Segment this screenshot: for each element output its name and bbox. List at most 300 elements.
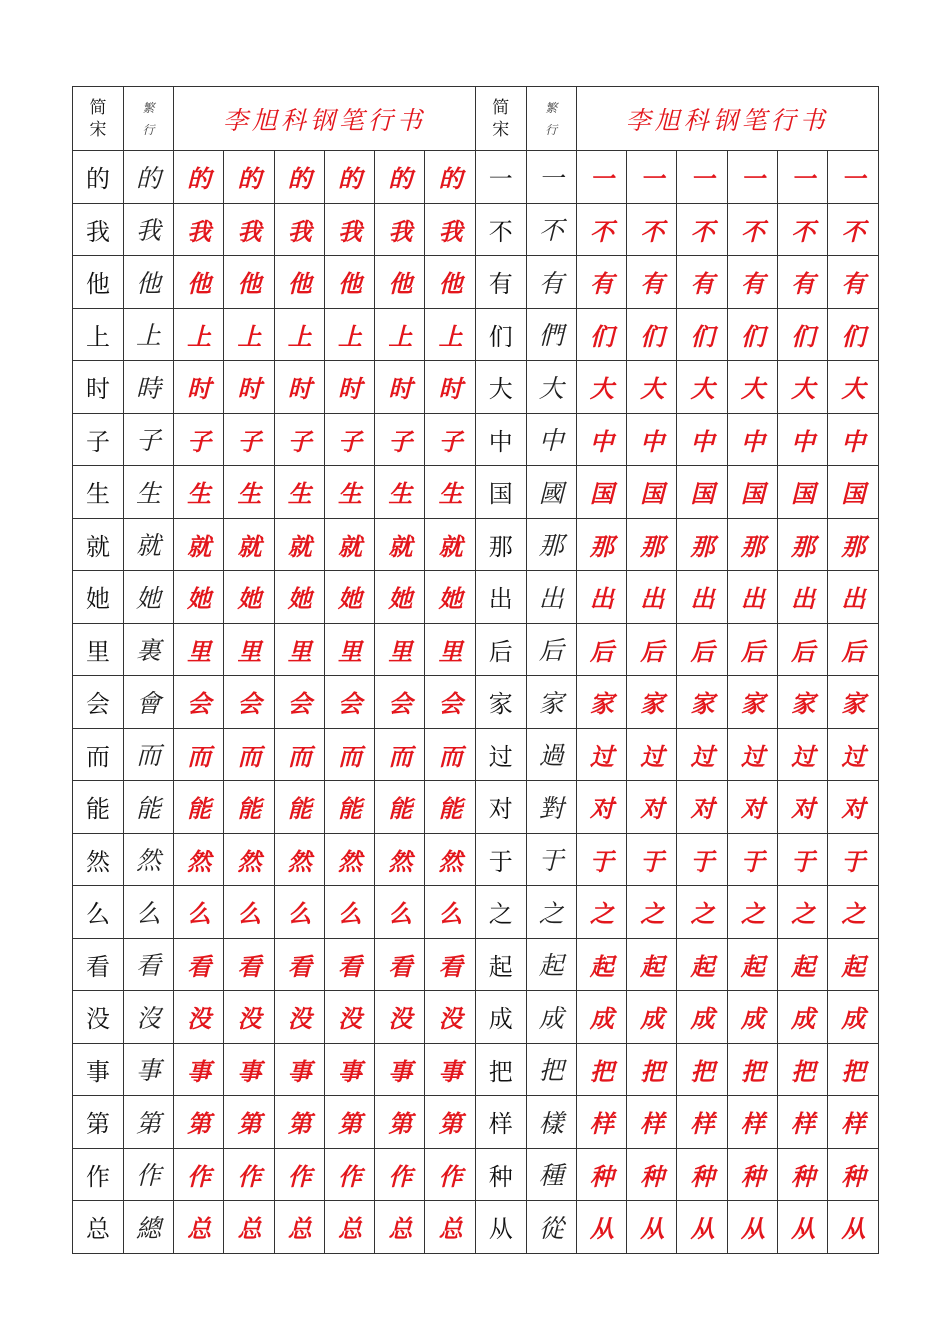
left-traditional-char: 上 <box>124 308 174 361</box>
right-practice-sample: 出 <box>627 571 677 624</box>
right-practice-sample: 于 <box>828 833 878 886</box>
left-practice-sample: 他 <box>174 256 224 309</box>
trad-header-left: 繁 行 <box>124 87 174 151</box>
right-practice-sample: 过 <box>828 728 878 781</box>
right-practice-sample: 家 <box>576 676 626 729</box>
right-practice-sample: 出 <box>828 571 878 624</box>
left-practice-sample: 的 <box>375 151 425 204</box>
trad-header-right: 繁 行 <box>526 87 576 151</box>
left-practice-sample: 里 <box>324 623 374 676</box>
right-practice-sample: 样 <box>828 1096 878 1149</box>
table-row <box>73 466 879 519</box>
right-traditional-char: 過 <box>526 728 576 781</box>
right-practice-sample: 一 <box>828 151 878 204</box>
right-practice-sample: 把 <box>677 1043 727 1096</box>
left-practice-sample: 就 <box>274 518 324 571</box>
left-practice-sample: 没 <box>274 991 324 1044</box>
right-practice-sample: 对 <box>777 781 827 834</box>
left-practice-sample: 么 <box>425 886 475 939</box>
left-practice-sample: 事 <box>224 1043 274 1096</box>
right-practice-sample: 把 <box>777 1043 827 1096</box>
calligraphy-practice-table <box>72 86 879 1254</box>
right-traditional-char: 成 <box>526 991 576 1044</box>
left-practice-sample: 里 <box>224 623 274 676</box>
left-practice-sample: 没 <box>324 991 374 1044</box>
title-header-left <box>174 87 476 151</box>
title-left: 李旭科钢笔行书 <box>222 105 426 135</box>
table-row <box>73 623 879 676</box>
right-practice-sample: 有 <box>727 256 777 309</box>
right-practice-sample: 于 <box>777 833 827 886</box>
table-row <box>73 676 879 729</box>
title-header-right <box>576 87 878 151</box>
right-practice-sample: 之 <box>727 886 777 939</box>
left-practice-sample: 事 <box>274 1043 324 1096</box>
right-practice-sample: 样 <box>727 1096 777 1149</box>
right-practice-sample: 出 <box>576 571 626 624</box>
right-traditional-char: 樣 <box>526 1096 576 1149</box>
left-practice-sample: 里 <box>375 623 425 676</box>
left-traditional-char: 他 <box>124 256 174 309</box>
left-practice-sample: 然 <box>224 833 274 886</box>
right-simplified-char: 过 <box>475 728 526 781</box>
right-traditional-char: 家 <box>526 676 576 729</box>
right-traditional-char: 之 <box>526 886 576 939</box>
table-row <box>73 308 879 361</box>
right-traditional-char: 對 <box>526 781 576 834</box>
right-practice-sample: 起 <box>627 938 677 991</box>
right-simplified-char: 有 <box>475 256 526 309</box>
right-practice-sample: 起 <box>677 938 727 991</box>
left-practice-sample: 总 <box>174 1201 224 1254</box>
right-simplified-char: 出 <box>475 571 526 624</box>
right-practice-sample: 从 <box>677 1201 727 1254</box>
right-practice-sample: 不 <box>576 203 626 256</box>
right-practice-sample: 出 <box>677 571 727 624</box>
left-practice-sample: 作 <box>324 1148 374 1201</box>
left-practice-sample: 的 <box>174 151 224 204</box>
left-simplified-char: 就 <box>73 518 124 571</box>
left-traditional-char: 能 <box>124 781 174 834</box>
left-practice-sample: 的 <box>274 151 324 204</box>
right-practice-sample: 成 <box>777 991 827 1044</box>
right-practice-sample: 不 <box>627 203 677 256</box>
right-practice-sample: 样 <box>627 1096 677 1149</box>
left-traditional-char: 然 <box>124 833 174 886</box>
right-practice-sample: 大 <box>828 361 878 414</box>
left-practice-sample: 时 <box>224 361 274 414</box>
right-practice-sample: 国 <box>727 466 777 519</box>
right-practice-sample: 从 <box>727 1201 777 1254</box>
right-practice-sample: 那 <box>727 518 777 571</box>
right-practice-sample: 后 <box>727 623 777 676</box>
right-traditional-char: 后 <box>526 623 576 676</box>
left-practice-sample: 么 <box>375 886 425 939</box>
left-practice-sample: 事 <box>425 1043 475 1096</box>
right-practice-sample: 国 <box>828 466 878 519</box>
left-practice-sample: 时 <box>174 361 224 414</box>
right-practice-sample: 们 <box>727 308 777 361</box>
right-simplified-char: 中 <box>475 413 526 466</box>
left-simplified-char: 么 <box>73 886 124 939</box>
table-row <box>73 781 879 834</box>
right-practice-sample: 家 <box>727 676 777 729</box>
left-practice-sample: 能 <box>224 781 274 834</box>
right-practice-sample: 对 <box>627 781 677 834</box>
right-practice-sample: 从 <box>576 1201 626 1254</box>
left-practice-sample: 时 <box>274 361 324 414</box>
left-practice-sample: 我 <box>224 203 274 256</box>
right-practice-sample: 大 <box>777 361 827 414</box>
left-practice-sample: 第 <box>174 1096 224 1149</box>
left-practice-sample: 我 <box>174 203 224 256</box>
left-traditional-char: 她 <box>124 571 174 624</box>
left-traditional-char: 我 <box>124 203 174 256</box>
left-practice-sample: 她 <box>425 571 475 624</box>
left-practice-sample: 事 <box>174 1043 224 1096</box>
right-practice-sample: 一 <box>727 151 777 204</box>
right-practice-sample: 于 <box>576 833 626 886</box>
left-practice-sample: 上 <box>375 308 425 361</box>
left-practice-sample: 第 <box>375 1096 425 1149</box>
right-practice-sample: 成 <box>828 991 878 1044</box>
left-simplified-char: 上 <box>73 308 124 361</box>
left-practice-sample: 第 <box>274 1096 324 1149</box>
left-practice-sample: 总 <box>375 1201 425 1254</box>
left-practice-sample: 作 <box>224 1148 274 1201</box>
left-simplified-char: 看 <box>73 938 124 991</box>
right-practice-sample: 把 <box>576 1043 626 1096</box>
left-practice-sample: 没 <box>224 991 274 1044</box>
right-practice-sample: 中 <box>727 413 777 466</box>
left-practice-sample: 能 <box>174 781 224 834</box>
left-practice-sample: 总 <box>425 1201 475 1254</box>
right-practice-sample: 于 <box>677 833 727 886</box>
right-practice-sample: 把 <box>828 1043 878 1096</box>
right-practice-sample: 那 <box>627 518 677 571</box>
right-simplified-char: 样 <box>475 1096 526 1149</box>
left-practice-sample: 看 <box>174 938 224 991</box>
left-simplified-char: 作 <box>73 1148 124 1201</box>
left-practice-sample: 看 <box>375 938 425 991</box>
left-practice-sample: 看 <box>324 938 374 991</box>
simp-header-left: 简 宋 <box>73 87 124 151</box>
right-practice-sample: 国 <box>627 466 677 519</box>
left-practice-sample: 然 <box>324 833 374 886</box>
left-practice-sample: 看 <box>274 938 324 991</box>
left-practice-sample: 她 <box>375 571 425 624</box>
right-practice-sample: 后 <box>627 623 677 676</box>
left-practice-sample: 上 <box>224 308 274 361</box>
left-practice-sample: 子 <box>324 413 374 466</box>
right-practice-sample: 对 <box>828 781 878 834</box>
left-practice-sample: 他 <box>324 256 374 309</box>
left-practice-sample: 而 <box>174 728 224 781</box>
right-practice-sample: 国 <box>677 466 727 519</box>
table-row <box>73 518 879 571</box>
left-practice-sample: 而 <box>224 728 274 781</box>
left-practice-sample: 会 <box>425 676 475 729</box>
right-practice-sample: 过 <box>627 728 677 781</box>
right-practice-sample: 有 <box>777 256 827 309</box>
table-row <box>73 571 879 624</box>
right-practice-sample: 有 <box>576 256 626 309</box>
right-practice-sample: 于 <box>627 833 677 886</box>
left-practice-sample: 然 <box>425 833 475 886</box>
left-practice-sample: 而 <box>274 728 324 781</box>
left-practice-sample: 生 <box>274 466 324 519</box>
right-traditional-char: 大 <box>526 361 576 414</box>
right-practice-sample: 有 <box>627 256 677 309</box>
left-practice-sample: 总 <box>324 1201 374 1254</box>
left-traditional-char: 的 <box>124 151 174 204</box>
right-simplified-char: 对 <box>475 781 526 834</box>
left-simplified-char: 没 <box>73 991 124 1044</box>
left-practice-sample: 里 <box>425 623 475 676</box>
left-practice-sample: 生 <box>375 466 425 519</box>
right-practice-sample: 家 <box>828 676 878 729</box>
left-practice-sample: 会 <box>274 676 324 729</box>
left-practice-sample: 看 <box>425 938 475 991</box>
right-practice-sample: 把 <box>727 1043 777 1096</box>
right-practice-sample: 一 <box>777 151 827 204</box>
right-practice-sample: 家 <box>627 676 677 729</box>
left-simplified-char: 里 <box>73 623 124 676</box>
right-practice-sample: 之 <box>576 886 626 939</box>
right-practice-sample: 大 <box>627 361 677 414</box>
left-practice-sample: 生 <box>224 466 274 519</box>
right-practice-sample: 种 <box>677 1148 727 1201</box>
left-traditional-char: 事 <box>124 1043 174 1096</box>
left-practice-sample: 我 <box>425 203 475 256</box>
left-simplified-char: 事 <box>73 1043 124 1096</box>
table-row <box>73 151 879 204</box>
right-simplified-char: 们 <box>475 308 526 361</box>
left-practice-sample: 作 <box>174 1148 224 1201</box>
right-practice-sample: 们 <box>828 308 878 361</box>
right-practice-sample: 不 <box>727 203 777 256</box>
left-practice-sample: 作 <box>425 1148 475 1201</box>
right-simplified-char: 从 <box>475 1201 526 1254</box>
right-practice-sample: 一 <box>576 151 626 204</box>
left-practice-sample: 子 <box>274 413 324 466</box>
right-practice-sample: 成 <box>576 991 626 1044</box>
left-simplified-char: 会 <box>73 676 124 729</box>
left-practice-sample: 事 <box>375 1043 425 1096</box>
left-practice-sample: 就 <box>174 518 224 571</box>
left-practice-sample: 就 <box>324 518 374 571</box>
left-practice-sample: 能 <box>324 781 374 834</box>
left-traditional-char: 時 <box>124 361 174 414</box>
right-simplified-char: 大 <box>475 361 526 414</box>
right-practice-sample: 大 <box>727 361 777 414</box>
left-practice-sample: 的 <box>224 151 274 204</box>
right-practice-sample: 那 <box>576 518 626 571</box>
right-traditional-char: 們 <box>526 308 576 361</box>
left-traditional-char: 沒 <box>124 991 174 1044</box>
right-practice-sample: 不 <box>677 203 727 256</box>
right-traditional-char: 一 <box>526 151 576 204</box>
table-row <box>73 413 879 466</box>
right-practice-sample: 家 <box>677 676 727 729</box>
left-practice-sample: 她 <box>274 571 324 624</box>
right-practice-sample: 种 <box>576 1148 626 1201</box>
left-practice-sample: 上 <box>174 308 224 361</box>
right-simplified-char: 后 <box>475 623 526 676</box>
left-practice-sample: 会 <box>224 676 274 729</box>
left-traditional-char: 作 <box>124 1148 174 1201</box>
right-simplified-char: 种 <box>475 1148 526 1201</box>
right-practice-sample: 有 <box>828 256 878 309</box>
right-simplified-char: 起 <box>475 938 526 991</box>
right-practice-sample: 种 <box>828 1148 878 1201</box>
left-traditional-char: 生 <box>124 466 174 519</box>
right-practice-sample: 过 <box>576 728 626 781</box>
right-practice-sample: 样 <box>777 1096 827 1149</box>
left-practice-sample: 上 <box>425 308 475 361</box>
left-practice-sample: 生 <box>425 466 475 519</box>
left-practice-sample: 里 <box>274 623 324 676</box>
right-practice-sample: 大 <box>677 361 727 414</box>
table-row <box>73 256 879 309</box>
left-simplified-char: 时 <box>73 361 124 414</box>
right-practice-sample: 后 <box>828 623 878 676</box>
left-practice-sample: 时 <box>425 361 475 414</box>
right-practice-sample: 中 <box>576 413 626 466</box>
left-simplified-char: 而 <box>73 728 124 781</box>
left-simplified-char: 生 <box>73 466 124 519</box>
left-practice-sample: 我 <box>274 203 324 256</box>
right-practice-sample: 出 <box>777 571 827 624</box>
right-traditional-char: 種 <box>526 1148 576 1201</box>
left-practice-sample: 她 <box>174 571 224 624</box>
right-practice-sample: 后 <box>576 623 626 676</box>
right-practice-sample: 们 <box>777 308 827 361</box>
right-practice-sample: 们 <box>576 308 626 361</box>
left-traditional-char: 子 <box>124 413 174 466</box>
left-practice-sample: 能 <box>274 781 324 834</box>
left-traditional-char: 總 <box>124 1201 174 1254</box>
right-simplified-char: 成 <box>475 991 526 1044</box>
right-practice-sample: 对 <box>677 781 727 834</box>
right-practice-sample: 从 <box>627 1201 677 1254</box>
left-practice-sample: 就 <box>375 518 425 571</box>
header-row <box>73 87 879 151</box>
table-row <box>73 833 879 886</box>
left-practice-sample: 时 <box>324 361 374 414</box>
right-traditional-char: 國 <box>526 466 576 519</box>
right-traditional-char: 起 <box>526 938 576 991</box>
right-practice-sample: 出 <box>727 571 777 624</box>
right-simplified-char: 那 <box>475 518 526 571</box>
left-simplified-char: 子 <box>73 413 124 466</box>
left-practice-sample: 会 <box>375 676 425 729</box>
right-traditional-char: 中 <box>526 413 576 466</box>
right-practice-sample: 中 <box>828 413 878 466</box>
right-simplified-char: 国 <box>475 466 526 519</box>
right-practice-sample: 一 <box>677 151 727 204</box>
right-practice-sample: 有 <box>677 256 727 309</box>
right-practice-sample: 种 <box>627 1148 677 1201</box>
right-practice-sample: 之 <box>677 886 727 939</box>
left-simplified-char: 然 <box>73 833 124 886</box>
left-practice-sample: 第 <box>224 1096 274 1149</box>
right-practice-sample: 从 <box>777 1201 827 1254</box>
left-practice-sample: 会 <box>324 676 374 729</box>
left-practice-sample: 时 <box>375 361 425 414</box>
right-practice-sample: 从 <box>828 1201 878 1254</box>
left-practice-sample: 上 <box>274 308 324 361</box>
left-practice-sample: 第 <box>425 1096 475 1149</box>
right-traditional-char: 從 <box>526 1201 576 1254</box>
table-row <box>73 1148 879 1201</box>
left-practice-sample: 能 <box>375 781 425 834</box>
right-simplified-char: 不 <box>475 203 526 256</box>
left-practice-sample: 她 <box>324 571 374 624</box>
right-simplified-char: 一 <box>475 151 526 204</box>
right-practice-sample: 之 <box>777 886 827 939</box>
right-practice-sample: 中 <box>677 413 727 466</box>
table-row <box>73 1096 879 1149</box>
left-practice-sample: 生 <box>324 466 374 519</box>
left-practice-sample: 她 <box>224 571 274 624</box>
right-traditional-char: 不 <box>526 203 576 256</box>
right-traditional-char: 把 <box>526 1043 576 1096</box>
left-simplified-char: 他 <box>73 256 124 309</box>
right-simplified-char: 之 <box>475 886 526 939</box>
left-practice-sample: 他 <box>224 256 274 309</box>
left-practice-sample: 我 <box>324 203 374 256</box>
left-traditional-char: 而 <box>124 728 174 781</box>
left-practice-sample: 子 <box>224 413 274 466</box>
right-practice-sample: 中 <box>627 413 677 466</box>
left-simplified-char: 能 <box>73 781 124 834</box>
left-practice-sample: 第 <box>324 1096 374 1149</box>
right-traditional-char: 于 <box>526 833 576 886</box>
right-traditional-char: 那 <box>526 518 576 571</box>
right-practice-sample: 那 <box>777 518 827 571</box>
right-practice-sample: 样 <box>677 1096 727 1149</box>
right-practice-sample: 之 <box>828 886 878 939</box>
right-practice-sample: 对 <box>727 781 777 834</box>
right-practice-sample: 成 <box>727 991 777 1044</box>
right-practice-sample: 国 <box>777 466 827 519</box>
left-practice-sample: 总 <box>274 1201 324 1254</box>
left-practice-sample: 生 <box>174 466 224 519</box>
left-practice-sample: 会 <box>174 676 224 729</box>
right-traditional-char: 有 <box>526 256 576 309</box>
right-practice-sample: 家 <box>777 676 827 729</box>
right-practice-sample: 后 <box>677 623 727 676</box>
right-practice-sample: 大 <box>576 361 626 414</box>
simp-header-right: 简 宋 <box>475 87 526 151</box>
left-practice-sample: 而 <box>375 728 425 781</box>
left-practice-sample: 然 <box>274 833 324 886</box>
left-traditional-char: 就 <box>124 518 174 571</box>
right-practice-sample: 那 <box>828 518 878 571</box>
right-practice-sample: 成 <box>677 991 727 1044</box>
left-simplified-char: 总 <box>73 1201 124 1254</box>
right-practice-sample: 起 <box>828 938 878 991</box>
table-row <box>73 1201 879 1254</box>
right-practice-sample: 之 <box>627 886 677 939</box>
right-practice-sample: 种 <box>777 1148 827 1201</box>
left-practice-sample: 么 <box>324 886 374 939</box>
left-traditional-char: 看 <box>124 938 174 991</box>
right-simplified-char: 把 <box>475 1043 526 1096</box>
table-row <box>73 886 879 939</box>
right-practice-sample: 于 <box>727 833 777 886</box>
